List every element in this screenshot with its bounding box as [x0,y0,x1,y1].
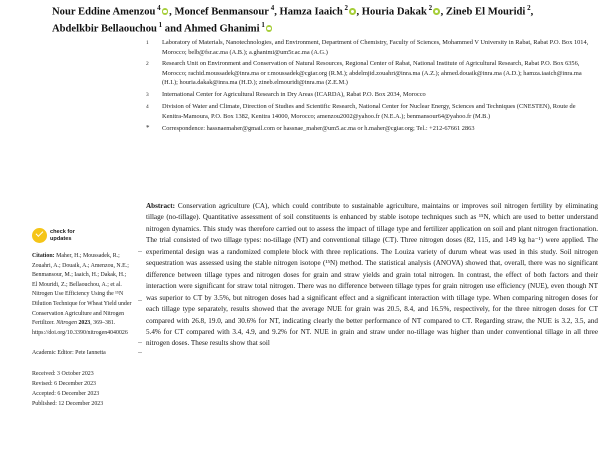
citation-journal: Nitrogen [56,320,77,327]
abstract-label: Abstract: [146,202,175,210]
affiliation-item [146,59,598,88]
date-received: Received: 3 October 2023 [32,370,94,377]
correspondence-text: Correspondence: hassnaemaher@gmail.com or hassnae_maher@um5.ac.ma or h.maher@cgiar.org; Tel.: +212-67661 2863 [162,124,475,132]
affil-marker: 1 [156,21,163,30]
publication-dates [32,370,132,410]
orcid-icon[interactable] [266,25,273,32]
citation-block [32,252,132,338]
correspondence-item [146,124,598,134]
author-name-iaaich: Hamza Iaaich [279,6,343,18]
citation-doi[interactable]: https://doi.org/10.3390/nitrogen4040026 [32,329,128,336]
citation-label: Citation: [32,253,55,259]
checkmark-icon [32,228,47,243]
affil-marker: 4 [155,4,161,12]
check-for-updates-label [50,229,75,242]
affil-marker: 2 [426,4,433,12]
affil-marker: 4 [268,4,275,12]
author-name-dakak: Houria Dakak [361,6,427,18]
margin-tick [138,352,142,353]
affiliation-text: Research Unit on Environment and Conservation of Natural Resources, Regional Center of Rabat, National Institute of Agricultural Research, Rabat P.O. Box 6356, Morocco; rachid.moussadek@inra.ma or r.moussadek@cgiar.org (R.M.); abdelmjid.zouahri@inra.ma (A.Z.); ahmed.douaik@inra.ma (A.D.); hamza.iaaich@inra.ma (H.I.); houria.dakak@inra.ma (H.D.); zineb.elmouridi@inra.ma (Z.E.M.) [162,60,582,87]
abstract-section [146,201,598,350]
margin-tick [138,342,142,343]
margin-tick [138,251,142,252]
affil-marker: 2 [525,4,531,12]
check-for-updates-badge[interactable] [32,228,132,243]
date-accepted: Accepted: 6 December 2023 [32,390,100,397]
correspondence-marker: * [146,123,150,132]
badge-line-2: updates [50,235,72,242]
citation-pages: , 369–381. [90,320,116,327]
orcid-icon[interactable] [162,8,169,15]
affiliation-marker: 3 [146,91,149,98]
author-name-elmouridi: Zineb El Mouridi [445,6,526,18]
date-revised: Revised: 6 December 2023 [32,380,96,387]
affiliation-item [146,90,598,100]
affiliation-text: Laboratory of Materials, Nanotechnologies, and Environment, Department of Chemistry, Faculty of Sciences, Mohammed V University in Rabat, Rabat P.O. Box 1014, Morocco; belb@fsr.ac.ma (A.B.); a.ghanimi@um5r.ac.ma (A.G.) [162,39,589,56]
author-name-benmansour: Moncef Benmansour [174,6,269,18]
orcid-icon[interactable] [433,8,440,15]
margin-tick [138,300,142,301]
abstract-text: Conservation agriculture (CA), which could contribute to sustainable agriculture, maintains or improves soil nitrogen fertility by eliminating tillage (no-tillage). Quantitative assessment of soil constituents is enhanced by stable isotope techniques such as ¹⁵N, which are used to better understand nitrogen dynamics. This study was therefore carried out to assess the impact of tillage type and fertilizer application on soil and plant nitrogen fractionation. The trial consisted of two tillage types: no-tillage (NT) and conventional tillage (CT). Three nitrogen doses (82, 115, and 149 kg ha⁻¹) were applied. The experimental design was a randomized complete block with three replications. The Louiza variety of durum wheat was used in this study. Soil nitrogen sequestration was assessed using the stable nitrogen isotope (¹⁵N) method. The statistical analysis (ANOVA) showed that, overall, there was no significant difference between tillage types and nitrogen doses for grain and straw yields and grain total nitrogen. In contrast, the effect of both factors and their interaction were significant for straw total nitrogen. There was no difference between tillage types for grain nitrogen use efficiency (NUE), even though NT was superior to CT by 3.5%, but nitrogen doses had a significant effect and a significant interaction with tillage type. When comparing nitrogen doses for each tillage type separately, results showed that the average NUE for grain was 20.5, 8.4, and 16.5%, respectively, for the three nitrogen doses for CT compared with 26.8, 19.0, and 30.6% for NT, indicating clearly the better performance of NT compared to CT. Regarding straw, the NUE is 3.2, 3.5, and 5.4% for CT compared with 3.4, 4.9, and 9.2% for NT. NUE in grain and straw under no-tillage was higher than under conventional tillage in all three nitrogen doses. These results show that soil [146,202,598,348]
date-published: Published: 12 December 2023 [32,400,104,407]
affiliation-marker: 4 [146,103,149,110]
orcid-icon[interactable] [349,8,356,15]
sidebar [32,228,132,410]
affiliation-item [146,102,598,121]
author-name-bellaouchou: Abdelkbir Bellaouchou [52,23,157,35]
academic-editor: Academic Editor: Pete Iannetta [32,350,106,357]
citation-year: 2023 [78,320,91,327]
author-name-amenzou: Nour Eddine Amenzou [52,6,156,18]
affiliation-marker: 1 [146,39,149,46]
affil-marker: 2 [342,4,348,12]
affiliation-text: Division of Water and Climate, Direction of Studies and Scientific Research, National Center for Nuclear Energy, Sciences and Techniques (CNESTEN), Route de Kenitra-Mamoura, P.O. Box 1382, Kenitra 14000, Morocco; amenzou2002@yahoo.fr (N.E.A.); benmansour64@yahoo.fr (M.B.) [162,103,576,120]
affiliation-item [146,38,598,57]
author-list: Nour Eddine Amenzou $^4$ , Moncef Benmansour $^4$, Hamza Iaaich $^2$ , Houria Dakak $^2$ , Zineb El Mouridi $^2$, Abdelkbir Bellaouchou $^1$ and Ahmed Ghanimi $^1$ [52,4,534,35]
affil-marker: 1 [259,21,265,30]
citation-text: Maher, H.; Moussadek, R.; Zouahri, A.; Douaik, A.; Amenzou, N.E.; Benmansour, M.; Iaaich, H.; Dakak, H.; El Mouridi, Z.; Bellaouchou, A.; et al. Nitrogen Use Efficiency Using the ¹⁵N Dilution Technique for Wheat Yield under Conservation Agriculture and Nitrogen Fertilizer. [32,253,132,327]
affiliation-text: International Center for Agricultural Research in Dry Areas (ICARDA), Rabat P.O. Box 2034, Morocco [162,91,426,99]
affiliation-marker: 2 [146,60,149,67]
badge-line-1: check for [50,229,75,236]
affiliation-list [146,38,598,135]
author-name-ghanimi: Ahmed Ghanimi [183,23,260,35]
